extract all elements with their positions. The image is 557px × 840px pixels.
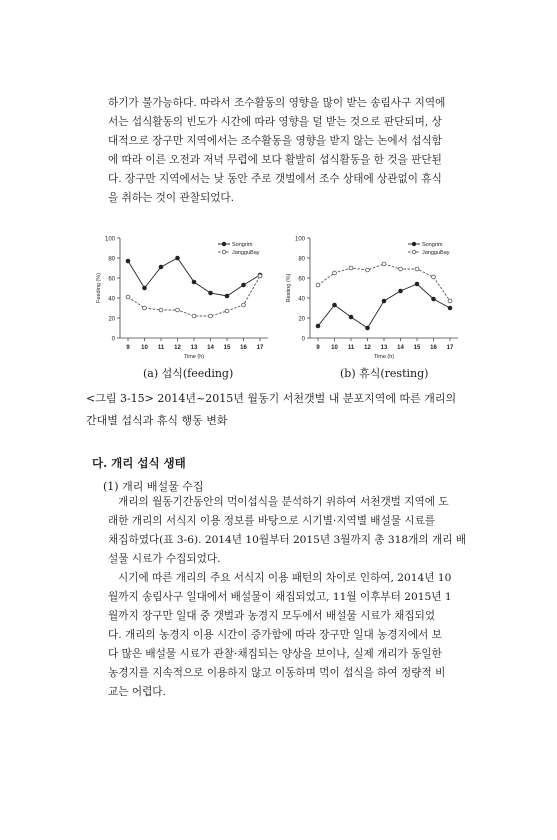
data-point-janggubay (366, 268, 370, 272)
data-point-songrim (176, 256, 180, 260)
feeding-chart-svg (82, 226, 277, 361)
y-tick-label: 80 (108, 256, 115, 263)
data-point-janggubay (126, 295, 130, 299)
y-tick-label: 80 (298, 256, 305, 263)
text-line: 교는 어렵다. (108, 686, 166, 698)
x-tick-label: 15 (223, 345, 231, 351)
paragraph-2 (108, 493, 476, 569)
text-line: 다 많은 배설물 시료가 관찰·채집되는 양상을 보이나, 실제 개리가 동일한 (108, 648, 442, 660)
y-axis-label: Feeding (%) (96, 273, 102, 303)
data-point-janggubay (333, 271, 337, 275)
subsection-heading: (1) 개리 배설물 수집 (103, 480, 204, 493)
y-tick-label: 100 (104, 236, 115, 243)
data-point-songrim (242, 283, 246, 287)
feeding-chart (82, 226, 277, 361)
x-tick-label: 14 (207, 345, 214, 351)
legend-marker (222, 250, 226, 254)
x-tick-label: 15 (413, 345, 421, 351)
x-tick-label: 11 (157, 345, 165, 351)
data-point-songrim (382, 299, 386, 303)
figure-caption-line: <그림 3-15> 2014년~2015년 월동기 서천갯벌 내 분포지역에 따른 개리의 (86, 392, 457, 405)
series-line-songrim (128, 258, 260, 296)
data-point-songrim (333, 303, 337, 307)
data-point-janggubay (382, 262, 386, 266)
x-tick-label: 13 (190, 345, 198, 351)
text-line: 하기가 불가능하다. 따라서 조수활동의 영향을 많이 받는 송림사구 지역에 (108, 97, 446, 109)
data-point-janggubay (349, 266, 353, 270)
data-point-janggubay (399, 267, 403, 271)
legend-marker (222, 242, 226, 246)
x-tick-label: 12 (174, 345, 181, 351)
text-line: 을 취하는 것이 관찰되었다. (108, 192, 235, 204)
paragraph-3 (108, 569, 476, 702)
caption-b: (b) 휴식(resting) (340, 367, 429, 380)
text-line: 다. 개리의 농경지 이용 시간이 증가함에 따라 장구만 일대 농경지에서 보 (108, 629, 442, 641)
data-point-songrim (126, 259, 130, 263)
y-tick-label: 20 (108, 316, 115, 323)
data-point-janggubay (448, 299, 452, 303)
resting-chart-svg (272, 226, 467, 361)
data-point-janggubay (192, 314, 196, 318)
intro-paragraph (108, 94, 476, 208)
data-point-janggubay (159, 308, 163, 312)
resting-chart (272, 226, 467, 361)
legend-marker (412, 250, 416, 254)
section-heading: 다. 개리 섭식 생태 (92, 456, 186, 470)
x-tick-label: 12 (364, 345, 371, 351)
x-axis-label: Time (h) (183, 354, 205, 360)
figure-caption (86, 388, 466, 432)
text-line: 월까지 장구만 일대 중 갯벌과 농경지 모두에서 배설물 시료가 채집되었 (108, 610, 436, 622)
legend-label: JangguBay (232, 250, 260, 256)
x-tick-label: 9 (126, 345, 130, 351)
y-tick-label: 40 (298, 296, 305, 303)
x-tick-label: 17 (256, 345, 264, 351)
data-point-janggubay (225, 309, 229, 313)
text-line: 월까지 송림사구 일대에서 배설물이 채집되었고, 11월 이후부터 2015년 1 (108, 591, 452, 603)
data-point-janggubay (258, 274, 262, 278)
y-tick-label: 60 (298, 276, 305, 283)
data-point-janggubay (209, 314, 213, 318)
data-point-songrim (366, 326, 370, 330)
data-point-songrim (448, 306, 452, 310)
data-point-songrim (209, 291, 213, 295)
x-axis-label: Time (h) (373, 354, 395, 360)
y-tick-label: 0 (301, 336, 305, 343)
legend-marker (412, 242, 416, 246)
x-tick-label: 16 (240, 345, 247, 351)
legend-label: Songrim (422, 242, 443, 248)
x-tick-label: 10 (331, 345, 338, 351)
data-point-songrim (415, 282, 419, 286)
x-tick-label: 16 (430, 345, 437, 351)
data-point-janggubay (316, 283, 320, 287)
data-point-janggubay (432, 275, 436, 279)
legend-label: Songrim (232, 242, 253, 248)
y-tick-label: 100 (294, 236, 305, 243)
data-point-songrim (192, 280, 196, 284)
legend-label: JangguBay (422, 250, 450, 256)
text-line: 시기에 따른 개리의 주요 서식지 이용 패턴의 차이로 인하여, 2014년 10 (118, 572, 452, 584)
x-tick-label: 14 (397, 345, 404, 351)
text-line: 개리의 월동기간동안의 먹이섭식을 분석하기 위하여 서천갯벌 지역에 도 (118, 496, 449, 508)
data-point-songrim (159, 265, 163, 269)
x-tick-label: 10 (141, 345, 148, 351)
y-tick-label: 20 (298, 316, 305, 323)
data-point-janggubay (176, 308, 180, 312)
data-point-songrim (316, 324, 320, 328)
data-point-janggubay (242, 303, 246, 307)
text-line: 농경지를 지속적으로 이용하지 않고 이동하며 먹이 섭식을 하여 정량적 비 (108, 667, 446, 679)
data-point-songrim (399, 289, 403, 293)
series-line-songrim (318, 284, 450, 328)
text-line: 래한 개리의 서식지 이용 정보를 바탕으로 시기별·지역별 배설물 시료를 (108, 515, 436, 527)
y-axis-label: Resting (%) (286, 273, 292, 303)
text-line: 설물 시료가 수집되었다. (108, 553, 221, 565)
y-tick-label: 40 (108, 296, 115, 303)
data-point-songrim (432, 297, 436, 301)
data-point-songrim (225, 294, 229, 298)
figure-caption-line: 간대별 섭식과 휴식 행동 변화 (86, 414, 228, 427)
x-tick-label: 11 (347, 345, 355, 351)
data-point-songrim (349, 315, 353, 319)
text-line: 채집하였다(표 3-6). 2014년 10월부터 2015년 3월까지 총 318개의 개리 배 (108, 534, 467, 546)
x-tick-label: 13 (380, 345, 388, 351)
text-line: 다. 장구만 지역에서는 낮 동안 주로 갯벌에서 조수 상태에 상관없이 휴식 (108, 173, 442, 185)
text-line: 에 따라 이른 오전과 저녁 무렵에 보다 활발히 섭식활동을 한 것을 판단된 (108, 154, 442, 166)
y-tick-label: 60 (108, 276, 115, 283)
text-line: 서는 섭식활동의 빈도가 시간에 따라 영향을 덜 받는 것으로 판단되며, 상 (108, 116, 442, 128)
data-point-janggubay (143, 306, 147, 310)
data-point-janggubay (415, 267, 419, 271)
x-tick-label: 9 (316, 345, 320, 351)
text-line: 대적으로 장구만 지역에서는 조수활동을 영향을 받지 않는 논에서 섭식함 (108, 135, 442, 147)
x-tick-label: 17 (446, 345, 454, 351)
y-tick-label: 0 (111, 336, 115, 343)
data-point-songrim (143, 286, 147, 290)
caption-a: (a) 섭식(feeding) (143, 367, 234, 380)
